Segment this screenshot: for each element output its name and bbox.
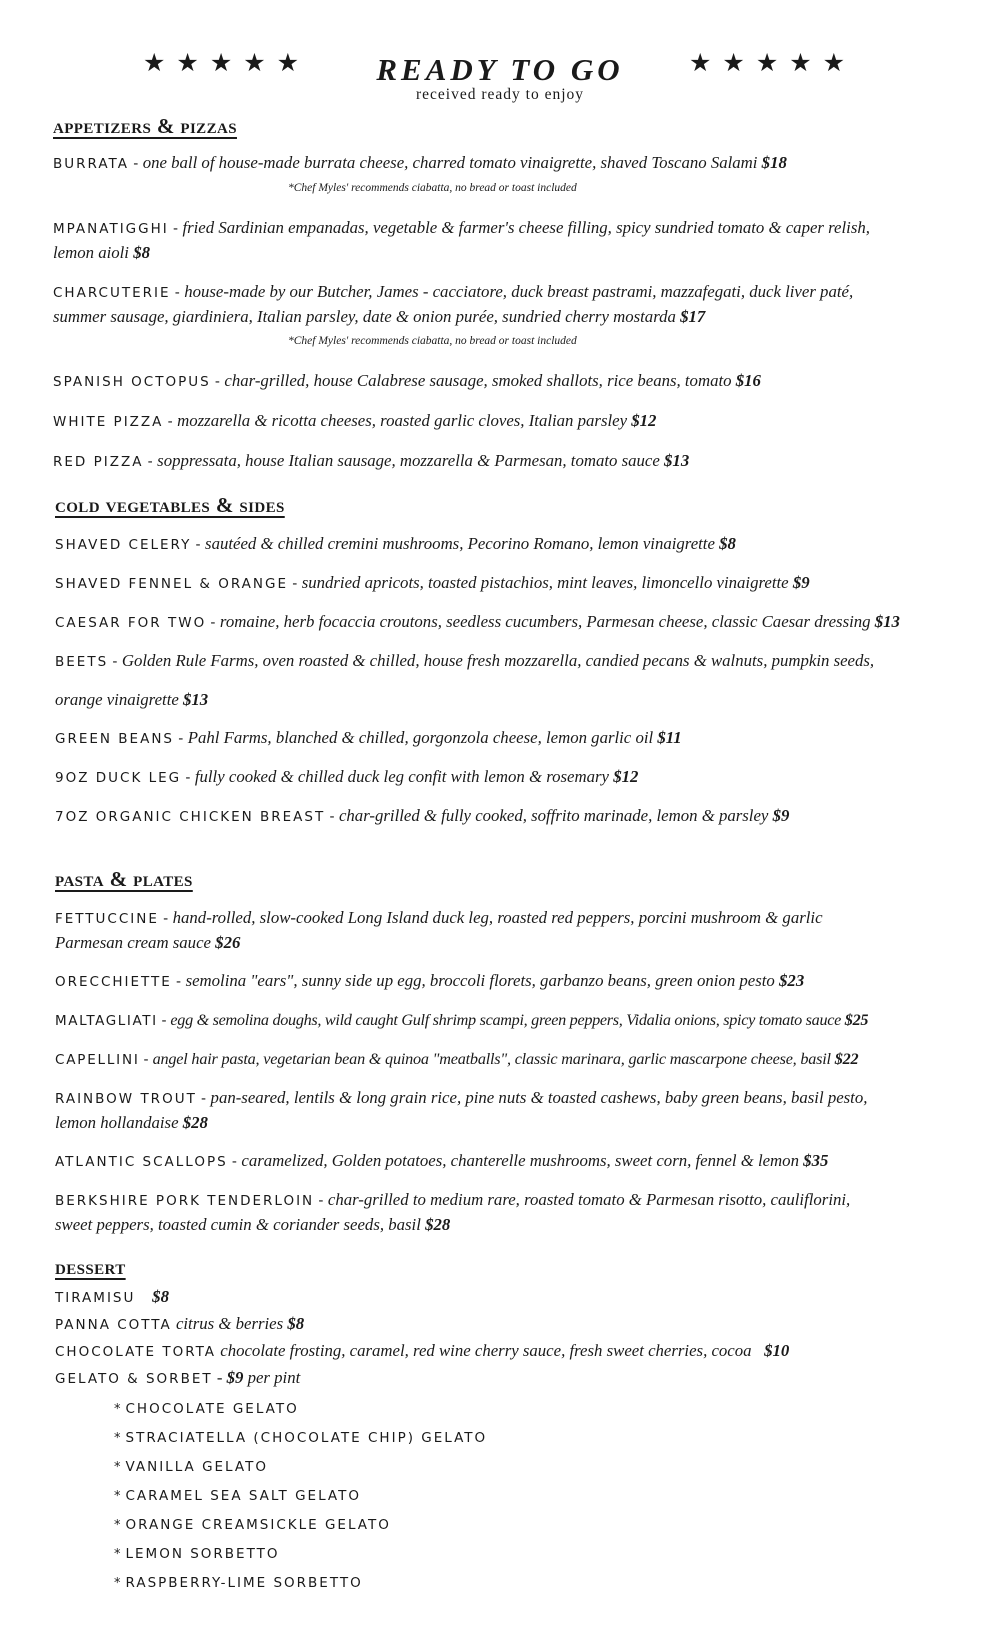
chef-note: *Chef Myles' recommends ciabatta, no bread or toast included [288,182,577,194]
section-cold-vegetables [55,493,985,843]
dash: - [214,374,225,390]
section-pasta [55,867,990,1251]
bullet-icon: * [114,1460,123,1475]
item-price: $18 [761,153,787,172]
item-name: RED PIZZA [53,454,144,470]
item-price: $8 [287,1314,305,1333]
item-price: $35 [803,1151,829,1170]
menu-item [53,369,983,394]
dash: - [185,770,195,786]
item-description: house-made by our Butcher, James - cacciatore, duck breast pastrami, mazzafegati, duck liver paté, [184,282,854,301]
item-description: chocolate frosting, caramel, red wine cherry sauce, fresh sweet cherries, cocoa [220,1341,752,1360]
item-description: char-grilled to medium rare, roasted tomato & Parmesan risotto, cauliflorini, [327,1190,851,1209]
item-price: $12 [613,767,639,786]
item-price: $9 [792,573,810,592]
item-name: BERKSHIRE PORK TENDERLOIN [55,1193,315,1209]
bullet-icon: * [114,1576,123,1591]
item-description: char-grilled, house Calabrese sausage, smoked shallots, rice beans, tomato [224,371,732,390]
flavor-item [114,1485,985,1508]
flavor-item [114,1543,985,1566]
item-name: ORECCHIETTE [55,974,172,990]
dessert-item [55,1286,985,1309]
dash: - [172,221,183,237]
item-name: CHOCOLATE TORTA [55,1344,217,1360]
menu-header [0,48,1000,108]
flavor-item [114,1572,985,1595]
item-name: MPANATIGGHI [53,221,169,237]
menu-item [55,610,985,635]
menu-title: READY TO GO [376,52,624,87]
dash: - [292,576,302,592]
item-description-continued: lemon aioli [53,243,129,262]
menu-item [55,1149,990,1174]
item-name: 7OZ ORGANIC CHICKEN BREAST [55,809,326,825]
item-price: $17 [680,307,706,326]
flavor-item [114,1427,985,1450]
dessert-item [55,1367,985,1390]
item-description: romaine, herb focaccia croutons, seedless cucumbers, Parmesan cheese, classic Caesar dressing [219,612,871,631]
dessert-item [55,1313,985,1336]
menu-item [53,409,983,434]
item-price: $8 [133,243,150,262]
flavor-item [114,1514,985,1537]
dash: - [210,615,220,631]
section-title: dessert [55,1255,126,1279]
item-price: $13 [664,451,690,470]
bullet-icon: * [114,1547,123,1562]
flavor-name: RASPBERRY-LIME SORBETTO [125,1575,363,1591]
item-name: SPANISH OCTOPUS [53,374,211,390]
item-description: Golden Rule Farms, oven roasted & chilled, house fresh mozzarella, candied pecans & walnuts, pumpkin seeds, [121,651,875,670]
dash: - [195,537,206,553]
stars-left-icon: ★★★★★ [143,48,311,77]
menu-item [55,969,990,994]
dash: - [167,414,178,430]
item-description: angel hair pasta, vegetarian bean & quinoa "meatballs", classic marinara, garlic mascarpone cheese, basil [152,1050,831,1068]
menu-item [53,280,983,329]
item-price: $9 [772,806,790,825]
section-dessert [55,1255,985,1601]
item-name: WHITE PIZZA [53,414,164,430]
item-description: sundried apricots, toasted pistachios, mint leaves, limoncello vinaigrette [301,573,789,592]
menu-item [55,765,985,790]
item-description-continued: orange vinaigrette [55,690,179,709]
dash: - [133,156,143,172]
dessert-item [55,1340,985,1363]
dash: - [178,731,188,747]
menu-item [55,1008,990,1033]
item-price: $16 [735,371,761,390]
item-name: TIRAMISU [55,1290,136,1306]
dash: - [231,1154,242,1170]
item-description: caramelized, Golden potatoes, chanterelle mushrooms, sweet corn, fennel & lemon [241,1151,799,1170]
item-name: FETTUCCINE [55,911,159,927]
item-description-continued: summer sausage, giardiniera, Italian parsley, date & onion purée, sundried cherry mostarda [53,307,676,326]
section-title: pasta & plates [55,867,193,891]
bullet-icon: * [114,1518,123,1533]
item-name: CAESAR FOR TWO [55,615,207,631]
item-description: mozzarella & ricotta cheeses, roasted garlic cloves, Italian parsley [177,411,628,430]
item-price: $9 [226,1368,244,1387]
menu-item [53,449,983,474]
item-price: $22 [834,1050,859,1068]
item-description: one ball of house-made burrata cheese, charred tomato vinaigrette, shaved Toscano Salami [142,153,758,172]
item-name: 9OZ DUCK LEG [55,770,182,786]
price-unit: per pint [247,1368,301,1387]
item-name: SHAVED CELERY [55,537,192,553]
item-price: $28 [425,1215,451,1234]
chef-note: *Chef Myles' recommends ciabatta, no bread or toast included [288,335,577,347]
dash: - [163,911,173,927]
dash: - [161,1013,171,1029]
flavor-name: LEMON SORBETTO [125,1546,280,1562]
bullet-icon: * [114,1489,123,1504]
menu-item [53,216,983,265]
item-description: sautéed & chilled cremini mushrooms, Pecorino Romano, lemon vinaigrette [205,534,715,553]
item-description: char-grilled & fully cooked, soffrito marinade, lemon & parsley [338,806,769,825]
item-name: GREEN BEANS [55,731,174,747]
dash: - [143,1052,153,1068]
menu-item [53,151,983,176]
menu-item [55,571,985,596]
item-name: MALTAGLIATI [55,1013,158,1029]
item-name: CAPELLINI [55,1052,140,1068]
item-description: citrus & berries [175,1314,284,1333]
menu-item [55,1188,990,1237]
item-price: $25 [844,1011,869,1029]
item-name: BURRATA [53,156,129,172]
item-name: SHAVED FENNEL & ORANGE [55,576,288,592]
menu-item [55,804,985,829]
item-price: $13 [183,690,209,709]
flavor-name: CARAMEL SEA SALT GELATO [125,1488,361,1504]
dash: - [201,1091,211,1107]
dash: - [174,285,185,301]
item-name: GELATO & SORBET [55,1371,213,1387]
section-title: cold vegetables & sides [55,493,285,517]
item-name: BEETS [55,654,109,670]
item-name: CHARCUTERIE [53,285,171,301]
menu-item [55,906,990,955]
menu-item [55,1047,990,1072]
menu-item [55,726,985,751]
stars-right-icon: ★★★★★ [689,48,857,77]
section-title: appetizers & pizzas [53,114,237,138]
item-description: fully cooked & chilled duck leg confit with lemon & rosemary [194,767,609,786]
item-description: semolina "ears", sunny side up egg, broccoli florets, garbanzo beans, green onion pesto [185,971,775,990]
item-price: $11 [657,728,682,747]
separator: - [216,1368,223,1387]
menu-item [55,1086,990,1135]
menu-item [55,649,985,712]
section-appetizers [53,114,983,489]
item-price: $13 [874,612,900,631]
item-description: pan-seared, lentils & long grain rice, pine nuts & toasted cashews, baby green beans, basil pesto, [210,1088,868,1107]
item-description: fried Sardinian empanadas, vegetable & farmer's cheese filling, spicy sundried tomato & caper relish, [182,218,870,237]
dash: - [176,974,186,990]
item-description: Pahl Farms, blanched & chilled, gorgonzola cheese, lemon garlic oil [187,728,654,747]
item-price: $8 [152,1287,169,1306]
item-name: PANNA COTTA [55,1317,172,1333]
item-description-continued: lemon hollandaise [55,1113,179,1132]
item-price: $28 [182,1113,208,1132]
item-name: RAINBOW TROUT [55,1091,197,1107]
menu-subtitle: received ready to enjoy [415,86,585,103]
bullet-icon: * [114,1402,123,1417]
dash: - [318,1193,328,1209]
item-price: $23 [779,971,805,990]
item-description: hand-rolled, slow-cooked Long Island duck leg, roasted red peppers, porcini mushroom & garlic [172,908,823,927]
item-price: $12 [631,411,657,430]
dash: - [112,654,122,670]
item-description-continued: Parmesan cream sauce [55,933,211,952]
flavor-item [114,1456,985,1479]
item-description-continued: sweet peppers, toasted cumin & coriander seeds, basil [55,1215,421,1234]
item-price: $10 [764,1341,790,1360]
flavor-item [114,1398,985,1421]
bullet-icon: * [114,1431,123,1446]
dash: - [147,454,158,470]
item-description: soppressata, house Italian sausage, mozzarella & Parmesan, tomato sauce [157,451,660,470]
flavor-name: VANILLA GELATO [125,1459,268,1475]
dash: - [329,809,339,825]
item-description: egg & semolina doughs, wild caught Gulf shrimp scampi, green peppers, Vidalia onions, spicy tomato sauce [170,1011,842,1029]
menu-item [55,532,985,557]
flavor-name: STRACIATELLA (CHOCOLATE CHIP) GELATO [125,1430,488,1446]
flavor-name: CHOCOLATE GELATO [125,1401,299,1417]
flavor-name: ORANGE CREAMSICKLE GELATO [125,1517,391,1533]
item-name: ATLANTIC SCALLOPS [55,1154,228,1170]
item-price: $8 [719,534,736,553]
item-price: $26 [215,933,241,952]
